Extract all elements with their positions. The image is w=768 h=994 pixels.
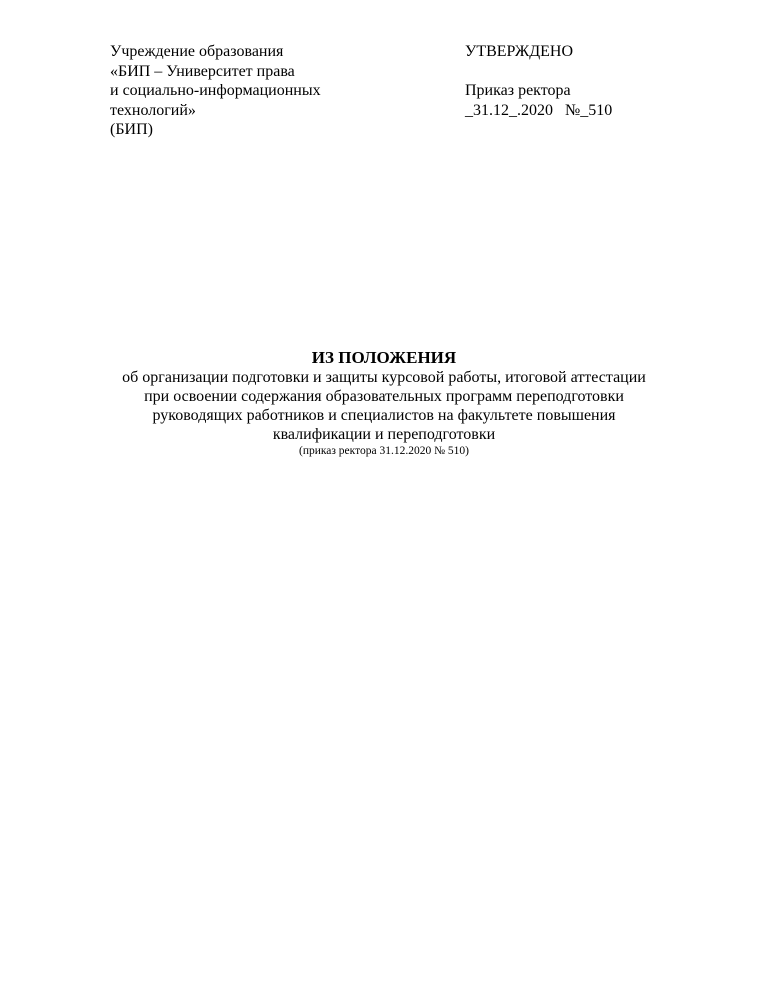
- order-label: Приказ ректора: [465, 82, 571, 99]
- subtitle-line: руководящих работников и специалистов на факультете повышения: [152, 407, 616, 424]
- subtitle-line: при освоении содержания образовательных программ переподготовки: [144, 388, 624, 405]
- organization-block: [110, 42, 430, 140]
- subtitle-line: об организации подготовки и защиты курсовой работы, итоговой аттестации: [122, 369, 646, 386]
- order-reference: _31.12_.2020 №_510: [465, 101, 613, 119]
- organization-line: (БИП): [110, 121, 153, 138]
- approval-block: [465, 42, 725, 120]
- subtitle-line: квалификации и переподготовки: [272, 426, 496, 443]
- order-note: (приказ ректора 31.12.2020 № 510): [298, 445, 470, 457]
- document-title-block: [60, 348, 708, 459]
- organization-line: Учреждение образования: [110, 43, 284, 60]
- organization-line: технологий»: [110, 101, 196, 119]
- organization-line: «БИП – Университет права: [110, 62, 295, 80]
- approval-spacer: [465, 62, 725, 82]
- document-title: ИЗ ПОЛОЖЕНИЯ: [311, 348, 457, 367]
- organization-line: и социально-информационных: [110, 82, 321, 99]
- approval-status: УТВЕРЖДЕНО: [465, 43, 574, 60]
